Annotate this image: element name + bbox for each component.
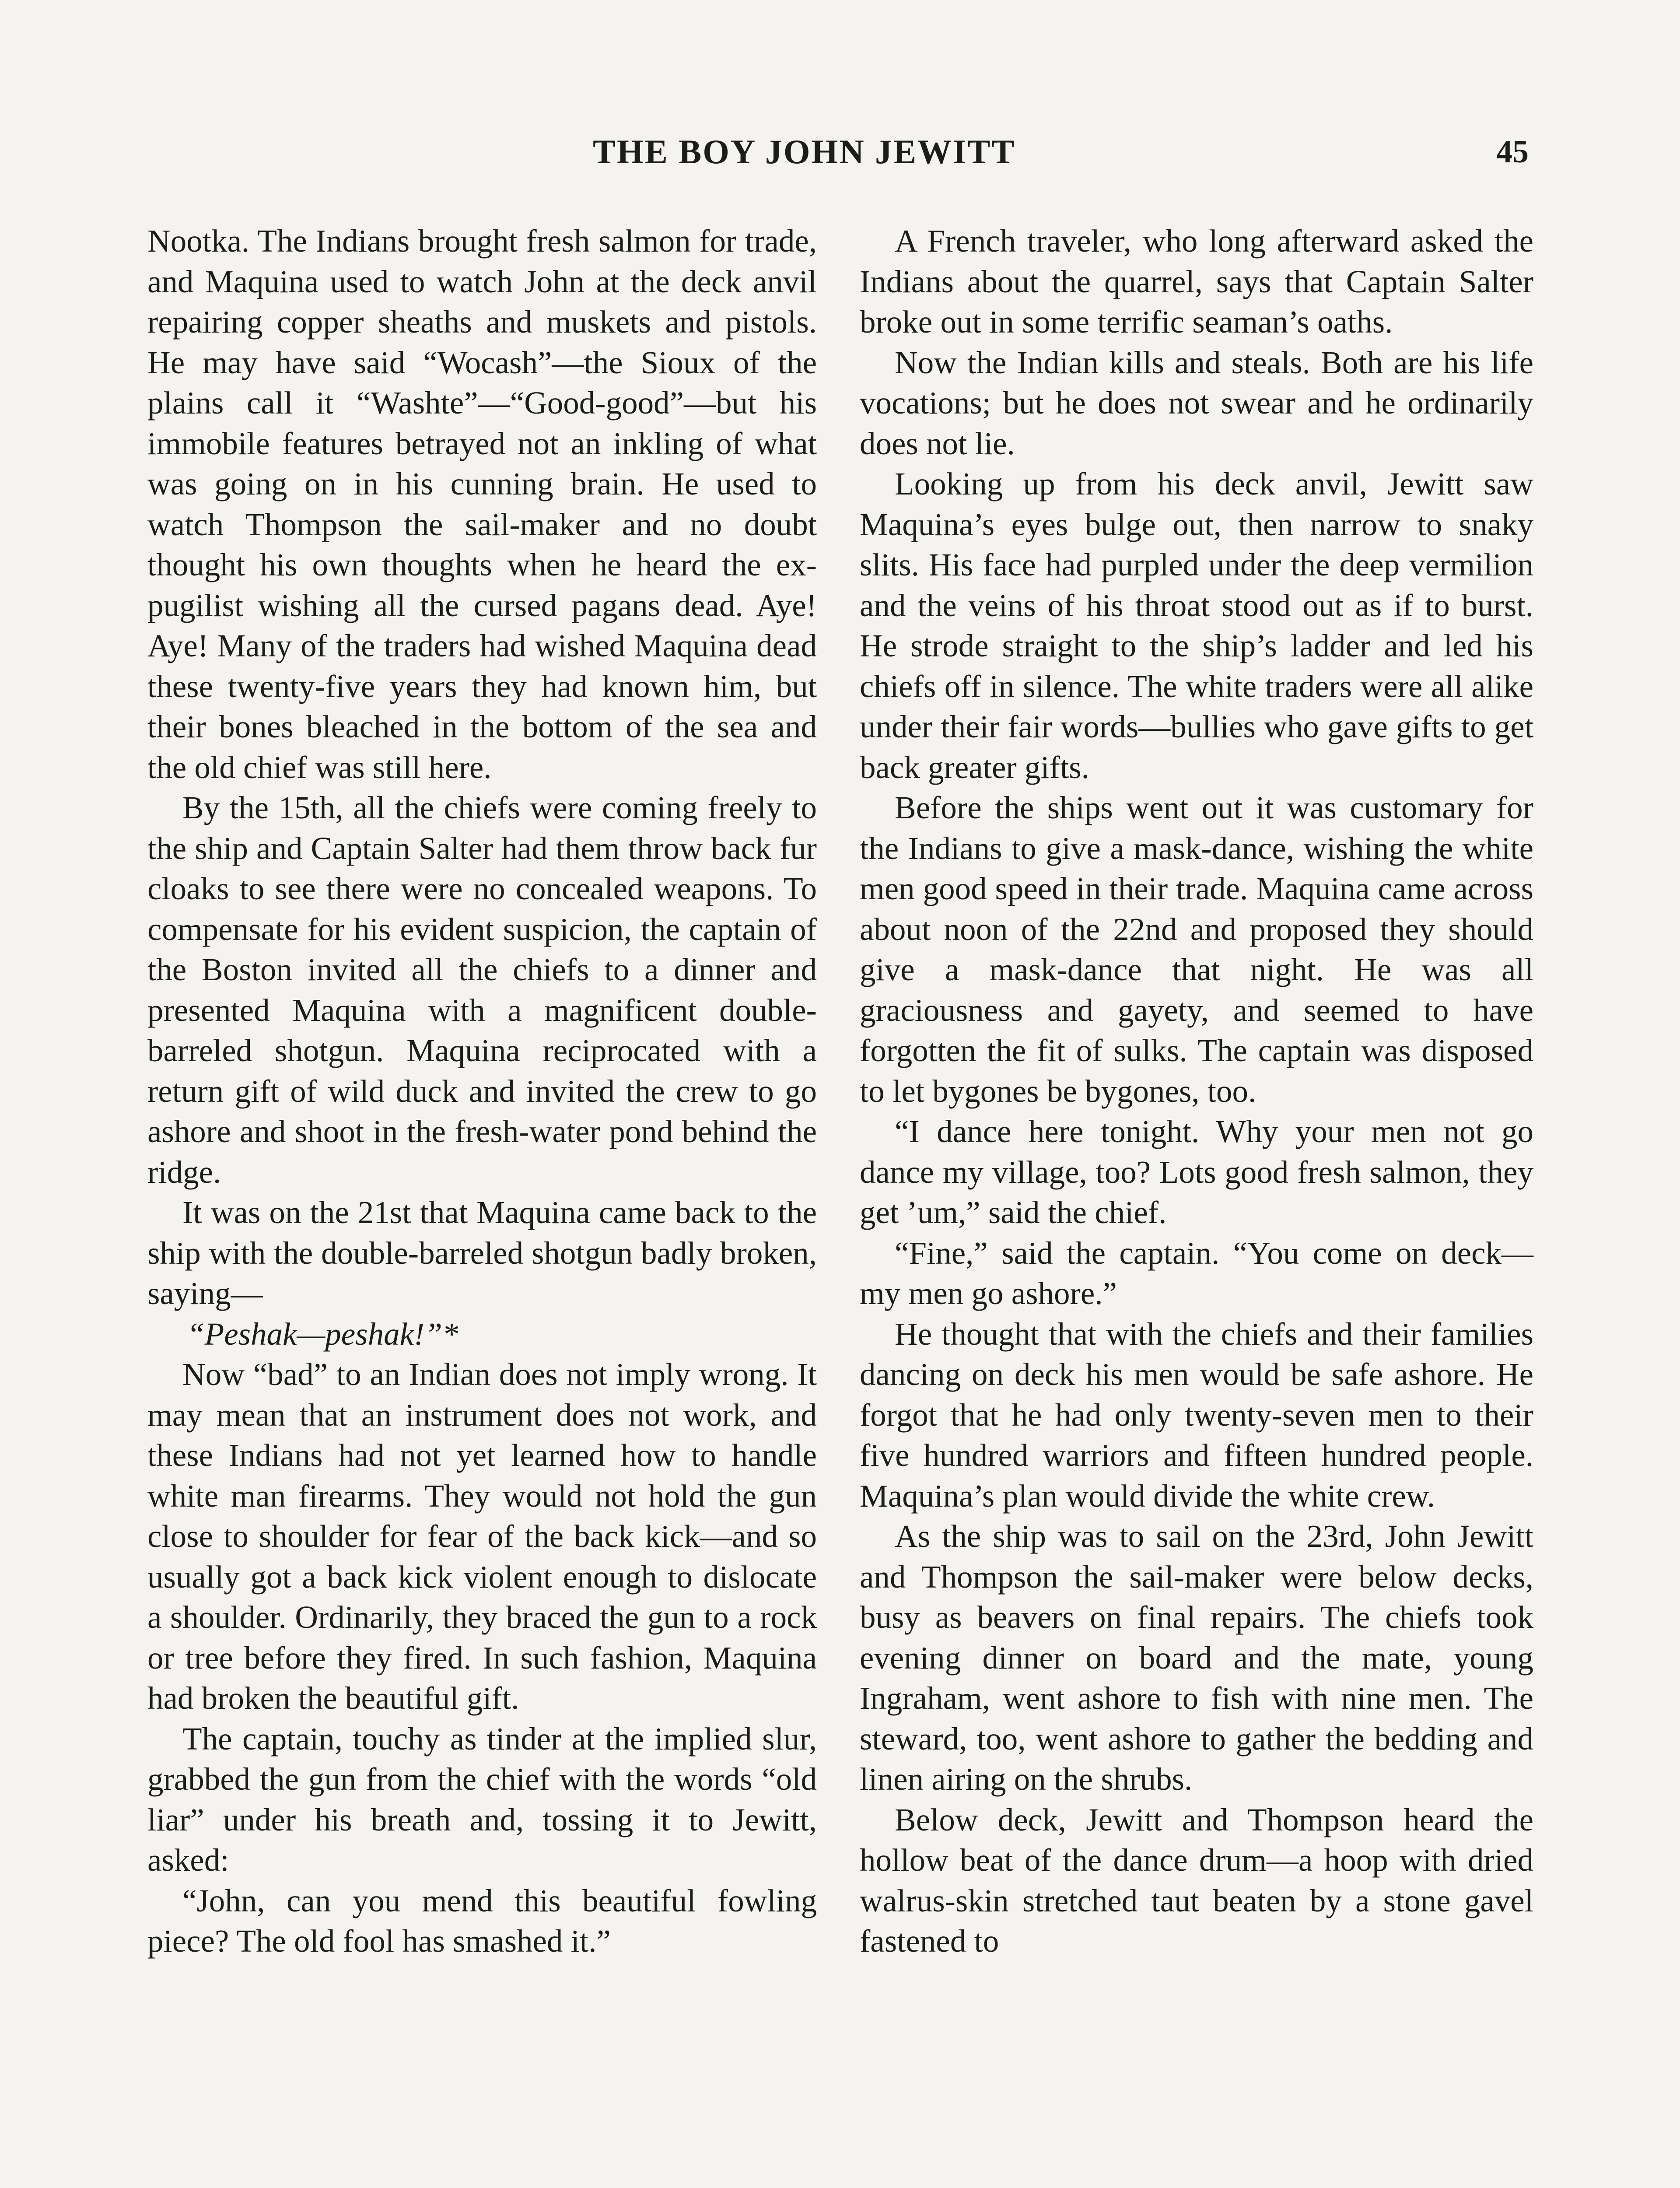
paragraph: By the 15th, all the chiefs were coming freely to the ship and Captain Salter had them throw back fur cloaks to see there were no concealed weapons. To compensate for his evident suspicion, the captain of the Boston invited all the chiefs to a dinner and presented Maquina with a magnificent double-barreled shotgun. Maquina reciprocated with a return gift of wild duck and invited the crew to go ashore and shoot in the fresh-water pond behind the ridge. — [147, 790, 817, 1190]
paragraph: Before the ships went out it was customary for the Indians to give a mask-dance, wishing the white men good speed in their trade. Maquina came across about noon of the 22nd and proposed they should give a mask-dance that night. He was all graciousness and gayety, and seemed to have forgotten the fit of sulks. The captain was disposed to let bygones be bygones, too. — [860, 790, 1533, 1109]
paragraph: A French traveler, who long afterward asked the Indians about the quarrel, says that Captain Salter broke out in some terrific seaman’s oaths. — [860, 223, 1533, 340]
paragraph: Nootka. The Indians brought fresh salmon for trade, and Maquina used to watch John at the deck anvil repairing copper sheaths and muskets and pistols. He may have said “Wocash”—the Sioux of the plains call it “Washte”—“Good-good”—but his immobile features betrayed not an inkling of what was going on in his cunning brain. He used to watch Thompson the sail-maker and no doubt thought his own thoughts when he heard the ex-pugilist wishing all the cursed pagans dead. Aye! Aye! Many of the traders had wished Maquina dead these twenty-five years they had known him, but their bones bleached in the bottom of the sea and the old chief was still here. — [147, 223, 817, 785]
paragraph: As the ship was to sail on the 23rd, John Jewitt and Thompson the sail-maker were below decks, busy as beavers on final repairs. The chiefs took evening dinner on board and the mate, young Ingraham, went ashore to fish with nine men. The steward, too, went ashore to gather the bedding and linen airing on the shrubs. — [860, 1518, 1533, 1797]
right-column — [860, 221, 1533, 1962]
paragraph-quote: “Peshak—peshak!”* — [187, 1316, 458, 1352]
left-column — [147, 221, 817, 1962]
paragraph: The captain, touchy as tinder at the implied slur, grabbed the gun from the chief with the words “old liar” under his breath and, tossing it to Jewitt, asked: — [147, 1721, 817, 1878]
paragraph: “John, can you mend this beautiful fowling piece? The old fool has smashed it.” — [147, 1883, 817, 1959]
paragraph: Looking up from his deck anvil, Jewitt saw Maquina’s eyes bulge out, then narrow to snaky slits. His face had purpled under the deep vermilion and the veins of his throat stood out as if to burst. He strode straight to the ship’s ladder and led his chiefs off in silence. The white traders were all alike under their fair words—bullies who gave gifts to get back greater gifts. — [860, 466, 1533, 785]
paragraph: “Fine,” said the captain. “You come on deck—my men go ashore.” — [860, 1235, 1533, 1311]
paragraph: Now the Indian kills and steals. Both are his life vocations; but he does not swear and he ordinarily does not lie. — [860, 344, 1533, 461]
paragraph: Below deck, Jewitt and Thompson heard the hollow beat of the dance drum—a hoop with dried walrus-skin stretched taut beaten by a stone gavel fastened to — [860, 1802, 1533, 1959]
paragraph: “I dance here tonight. Why your men not go dance my village, too? Lots good fresh salmon, they get ’um,” said the chief. — [860, 1114, 1533, 1230]
page-number: 45 — [1496, 134, 1529, 170]
paragraph: He thought that with the chiefs and their families dancing on deck his men would be safe ashore. He forgot that he had only twenty-seven men to their five hundred warriors and fifteen hundred people. Maquina’s plan would divide the white crew. — [860, 1316, 1533, 1514]
paragraph: It was on the 21st that Maquina came back to the ship with the double-barreled shotgun badly broken, saying— — [147, 1195, 817, 1311]
running-title: THE BOY JOHN JEWITT — [593, 133, 1016, 171]
paragraph: Now “bad” to an Indian does not imply wrong. It may mean that an instrument does not work, and these Indians had not yet learned how to handle white man firearms. They would not hold the gun close to shoulder for fear of the back kick—and so usually got a back kick violent enough to dislocate a shoulder. Ordinarily, they braced the gun to a rock or tree before they fired. In such fashion, Maquina had broken the beautiful gift. — [147, 1357, 817, 1716]
